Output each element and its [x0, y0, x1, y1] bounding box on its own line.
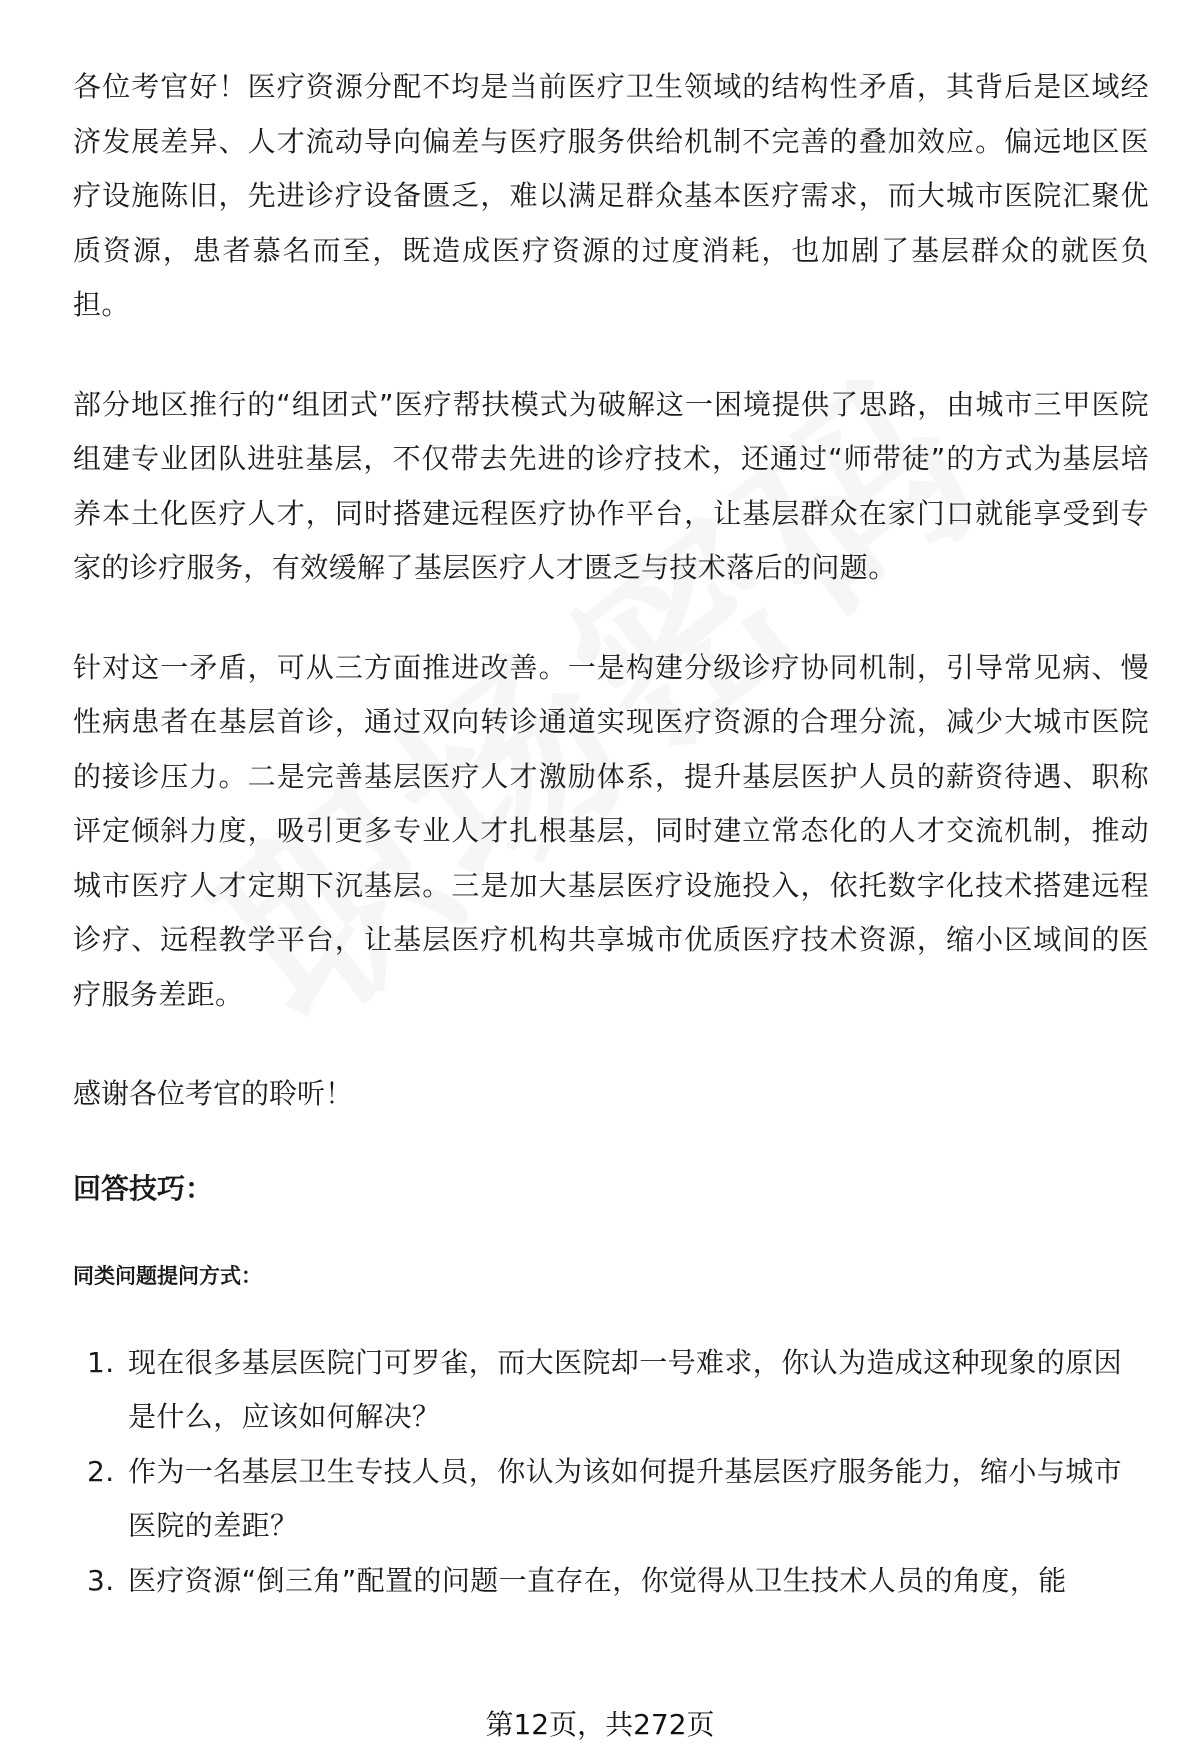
- page-content: [73, 60, 1149, 1608]
- list-item-text: 医疗资源“倒三角”配置的问题一直存在，你觉得从卫生技术人员的角度，能: [128, 1563, 1067, 1597]
- list-item-number: 2.: [87, 1454, 115, 1488]
- question-list: [73, 1336, 1149, 1609]
- page-number-footer: 第12页，共272页: [0, 1705, 1200, 1745]
- list-item: [73, 1336, 1149, 1445]
- paragraph-2: 部分地区推行的“组团式”医疗帮扶模式为破解这一困境提供了思路，由城市三甲医院组建专业团队进驻基层，不仅带去先进的诊疗技术，还通过“师带徒”的方式为基层培养本土化医疗人才，同时搭建远程医疗协作平台，让基层群众在家门口就能享受到专家的诊疗服务，有效缓解了基层医疗人才匮乏与技术落后的问题。: [73, 387, 1149, 584]
- paragraph-3: 针对这一矛盾，可从三方面推进改善。一是构建分级诊疗协同机制，引导常见病、慢性病患者在基层首诊，通过双向转诊通道实现医疗资源的合理分流，减少大城市医院的接诊压力。二是完善基层医疗人才激励体系，提升基层医护人员的薪资待遇、职称评定倾斜力度，吸引更多专业人才扎根基层，同时建立常态化的人才交流机制，推动城市医疗人才定期下沉基层。三是加大基层医疗设施投入，依托数字化技术搭建远程诊疗、远程教学平台，让基层医疗机构共享城市优质医疗技术资源，缩小区域间的医疗服务差距。: [73, 650, 1149, 1011]
- list-item-number: 1.: [87, 1345, 115, 1379]
- list-item-text: 现在很多基层医院门可罗雀，而大医院却一号难求，你认为造成这种现象的原因是什么，应该如何解决？: [128, 1345, 1123, 1433]
- tips-heading: 回答技巧：: [73, 1171, 214, 1205]
- similar-questions-heading: 同类问题提问方式：: [73, 1263, 262, 1288]
- list-item: [73, 1554, 1149, 1609]
- closing-line: 感谢各位考官的聆听！: [73, 1077, 354, 1110]
- list-item: [73, 1445, 1149, 1554]
- list-item-number: 3.: [87, 1563, 115, 1597]
- list-item-text: 作为一名基层卫生专技人员，你认为该如何提升基层医疗服务能力，缩小与城市医院的差距？: [128, 1454, 1123, 1542]
- paragraph-1: 各位考官好！医疗资源分配不均是当前医疗卫生领域的结构性矛盾，其背后是区域经济发展差异、人才流动导向偏差与医疗服务供给机制不完善的叠加效应。偏远地区医疗设施陈旧，先进诊疗设备匮乏，难以满足群众基本医疗需求，而大城市医院汇聚优质资源，患者慕名而至，既造成医疗资源的过度消耗，也加剧了基层群众的就医负担。: [73, 70, 1149, 321]
